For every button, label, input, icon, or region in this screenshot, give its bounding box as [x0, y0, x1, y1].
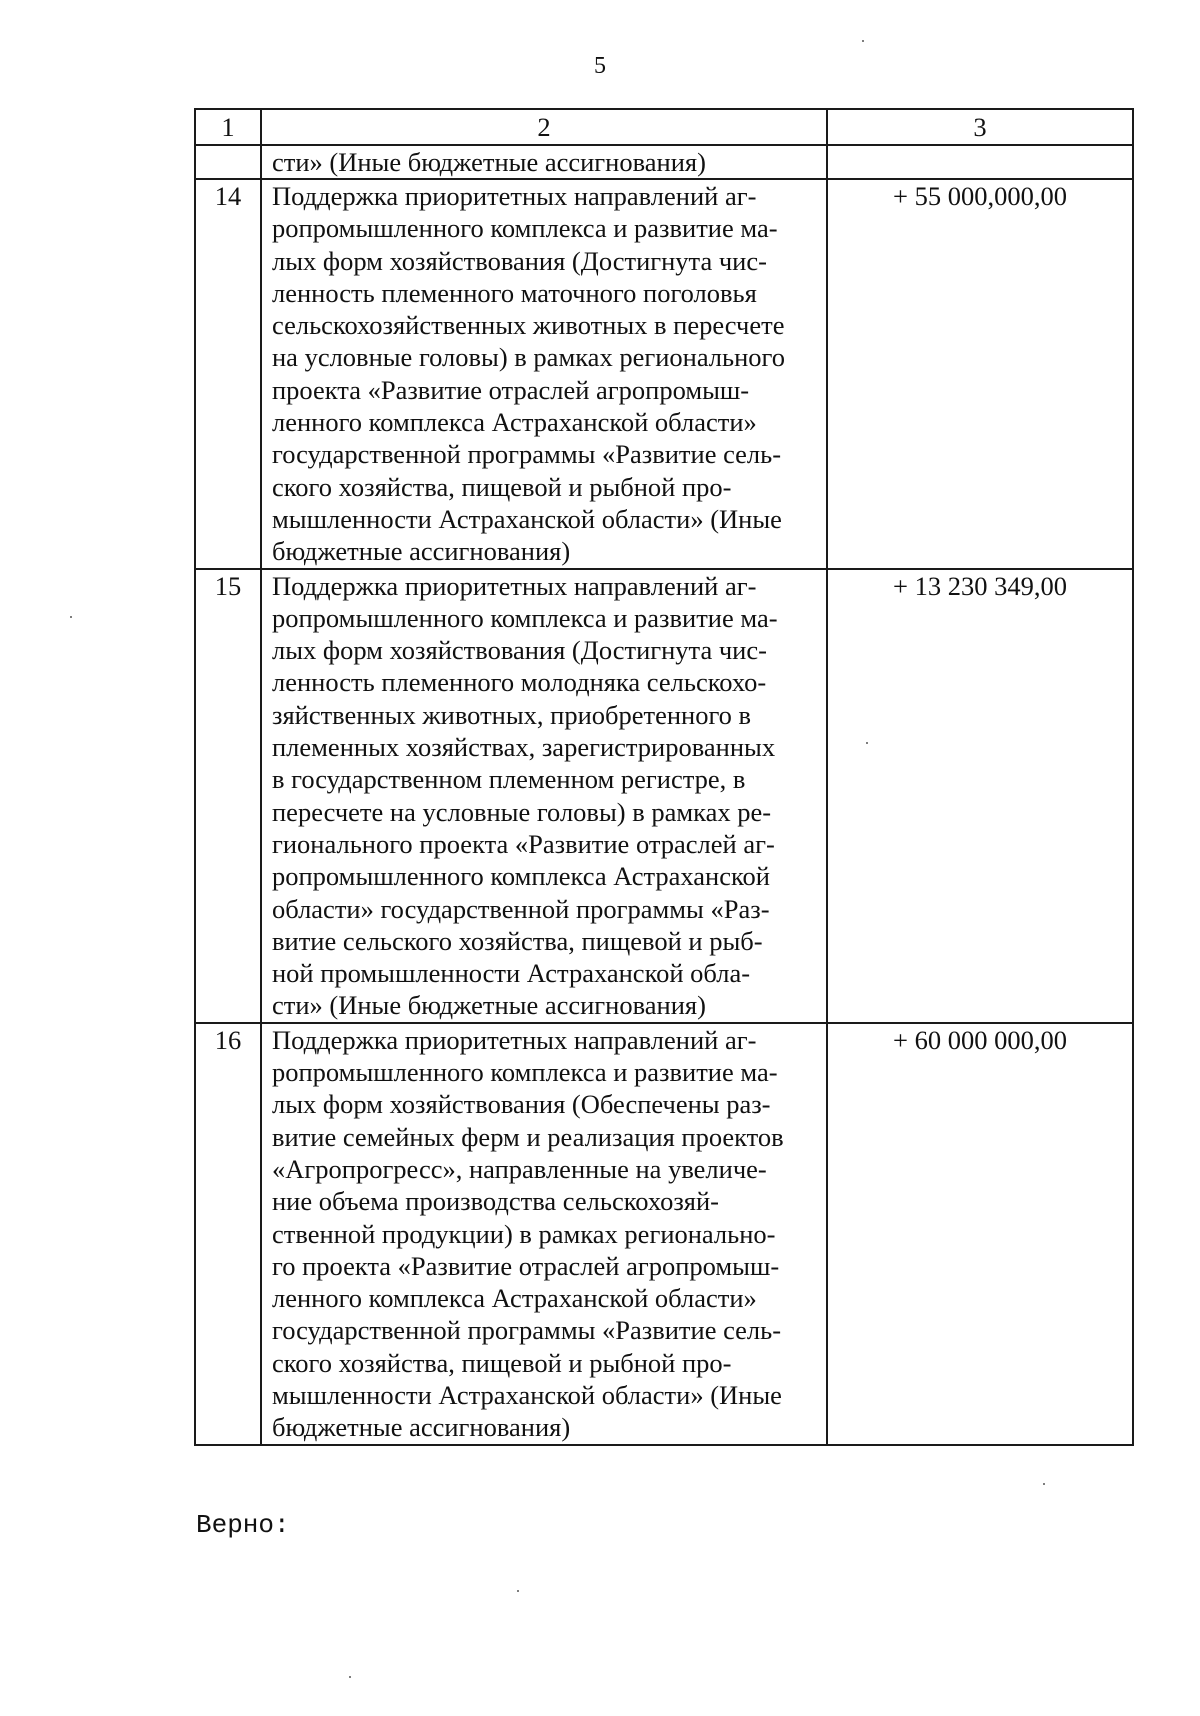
table-row — [195, 179, 1133, 569]
verno-label: Верно: — [196, 1510, 290, 1540]
row-number: 16 — [195, 1023, 261, 1445]
continuation-row — [195, 145, 1133, 179]
row-amount: + 60 000 000,00 — [827, 1023, 1133, 1445]
table-header-row — [195, 109, 1133, 145]
header-col-1: 1 — [195, 109, 261, 145]
scan-speck — [1043, 1483, 1045, 1485]
continuation-number — [195, 145, 261, 179]
scan-speck — [70, 616, 72, 618]
continuation-amount — [827, 145, 1133, 179]
table-row — [195, 569, 1133, 1023]
table-row — [195, 1023, 1133, 1445]
header-col-2: 2 — [261, 109, 827, 145]
row-amount: + 13 230 349,00 — [827, 569, 1133, 1023]
row-description: Поддержка приоритетных направлений аг- ропромышленного комплекса и развитие ма- лых форм хозяйствования (Достигнута чис- ленность племенного молодняка сельскохо- зяйственных животных, приобретенного в племенных хозяйствах, зарегистрированных в государственном племенном регистре, в пересчете на условные головы) в рамках ре- гионального проекта «Развитие отраслей аг- ропромышленного комплекса Астраханской области» государственной программы «Раз- витие сельского хозяйства, пищевой и рыб- ной промышленности Астраханской обла- сти» (Иные бюджетные ассигнования) — [261, 569, 827, 1023]
scan-speck — [517, 1590, 519, 1592]
budget-allocation-table — [194, 108, 1134, 1446]
row-number: 14 — [195, 179, 261, 569]
continuation-description: сти» (Иные бюджетные ассигнования) — [261, 145, 827, 179]
row-amount: + 55 000,000,00 — [827, 179, 1133, 569]
page-number: 5 — [594, 53, 606, 79]
row-number: 15 — [195, 569, 261, 1023]
scan-speck — [862, 40, 864, 42]
row-description: Поддержка приоритетных направлений аг- ропромышленного комплекса и развитие ма- лых форм хозяйствования (Обеспечены раз- витие семейных ферм и реализация проектов «Агропрогресс», направленные на увеличе- ние объема производства сельскохозяй- ственной продукции) в рамках регионально- го проекта «Развитие отраслей агропромыш- ленного комплекса Астраханской области» государственной программы «Развитие сель- ского хозяйства, пищевой и рыбной про- мышленности Астраханской области» (Иные бюджетные ассигнования) — [261, 1023, 827, 1445]
row-description: Поддержка приоритетных направлений аг- ропромышленного комплекса и развитие ма- лых форм хозяйствования (Достигнута чис- ленность племенного маточного поголовья сельскохозяйственных животных в пересчете на условные головы) в рамках регионального проекта «Развитие отраслей агропромыш- ленного комплекса Астраханской области» государственной программы «Развитие сель- ского хозяйства, пищевой и рыбной про- мышленности Астраханской области» (Иные бюджетные ассигнования) — [261, 179, 827, 569]
header-col-3: 3 — [827, 109, 1133, 145]
scan-speck — [866, 742, 868, 744]
scan-speck — [349, 1676, 351, 1678]
